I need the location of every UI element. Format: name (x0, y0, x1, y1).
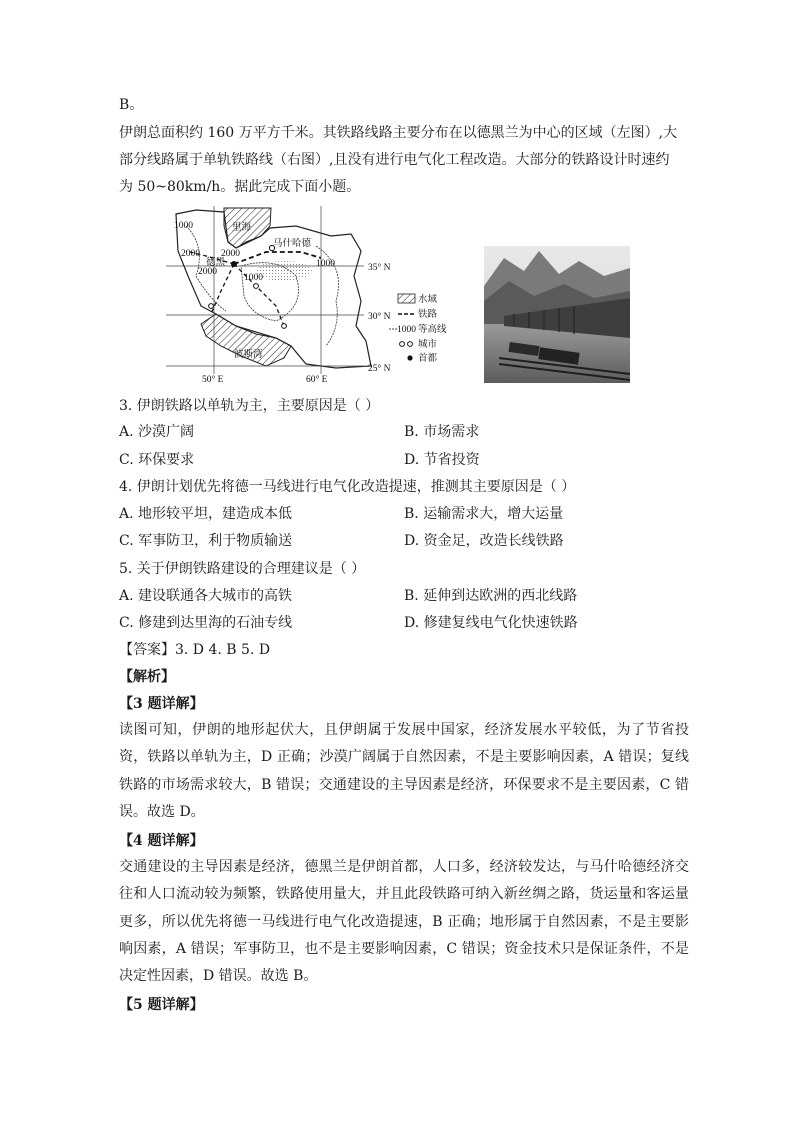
intro-line-1: 伊朗总面积约 160 万平方千米。其铁路线路主要分布在以德黑兰为中心的区域（左图）,大 (119, 125, 678, 141)
q3-option-b: B. 市场需求 (404, 424, 480, 440)
q4-option-a: A. 地形较平坦，建造成本低 (119, 506, 293, 522)
label-contour: 2000 (198, 267, 217, 277)
detail-5-heading: 【5 题详解】 (119, 997, 204, 1013)
label-lon60: 60° E (306, 375, 328, 385)
legend-contour-value: 1000 (397, 325, 416, 335)
legend-city: 城市 (418, 340, 438, 350)
legend-rail: 铁路 (418, 310, 438, 320)
tehran-marker (231, 261, 237, 267)
q3-option-a: A. 沙漠广阔 (119, 424, 195, 440)
label-contour: 2000 (221, 249, 240, 259)
label-lat30: 30° N (368, 312, 391, 322)
label-lat35: 35° N (368, 263, 391, 273)
label-lon50: 50° E (202, 375, 224, 385)
iran-railway-map (166, 206, 447, 385)
q4-option-b: B. 运输需求大，增大运量 (404, 506, 564, 522)
answer-line: 【答案】3. D 4. B 5. D (119, 642, 271, 658)
legend-capital: 首都 (418, 354, 438, 364)
q4-option-d: D. 资金足，改造长线铁路 (404, 533, 564, 549)
single-track-railway-photo (484, 246, 630, 383)
q3-option-d: D. 节省投资 (404, 452, 480, 468)
detail-3-heading: 【3 题详解】 (119, 696, 204, 712)
label-mashhad: 马什哈德 (273, 239, 312, 249)
desert-area (256, 261, 312, 281)
q5-option-c: C. 修建到达里海的石油专线 (119, 615, 293, 631)
q4-stem: 4. 伊朗计划优先将德一马线进行电气化改造提速，推测其主要原因是（ ） (119, 479, 576, 495)
q5-option-b: B. 延伸到达欧洲的西北线路 (404, 588, 578, 604)
legend-contour: 等高线 (418, 325, 447, 335)
detail-4-body: 交通建设的主导因素是经济，德黑兰是伊朗首都，人口多，经济较发达，与马什哈德经济交往和人口流动较为频繁，铁路使用量大，并且此段铁路可纳入新丝绸之路，货运量和客运量更多，所以优先将德一马线进行电气化改造提速，B 正确；地形属于自然因素，不是主要影响因素，A 错误；军事防卫，也不是主要影响因素，C 错误；资金技术只是保证条件，不是决定性因素，D 错误。故选 B。 (119, 859, 689, 985)
label-contour: 1000 (174, 221, 193, 231)
intro-line-3: 为 50~80km/h。据此完成下面小题。 (119, 179, 361, 195)
label-contour: 2000 (181, 249, 200, 259)
label-contour: 1000 (316, 259, 335, 269)
detail-4-heading: 【4 题详解】 (119, 833, 204, 849)
label-caspian: 里海 (232, 223, 252, 233)
legend-water: 水域 (418, 295, 438, 305)
q5-option-a: A. 建设联通各大城市的高铁 (119, 588, 293, 604)
city-marker (282, 324, 287, 329)
analysis-heading: 【解析】 (119, 669, 175, 685)
q3-option-c: C. 环保要求 (119, 452, 195, 468)
city-marker (254, 284, 259, 289)
detail-3-body: 读图可知，伊朗的地形起伏大，且伊朗属于发展中国家，经济发展水平较低，为了节省投资，铁路以单轨为主，D 正确；沙漠广阔属于自然因素，不是主要影响因素，A 错误；复线铁路的市场需求较大，B 错误；交通建设的主导因素是经济，环保要求不是主要因素，C 错误。故选 D。 (119, 722, 689, 820)
q5-stem: 5. 关于伊朗铁路建设的合理建议是（ ） (119, 561, 366, 577)
q3-stem: 3. 伊朗铁路以单轨为主，主要原因是（ ） (119, 398, 380, 414)
city-marker (209, 304, 214, 309)
label-tehran: 德黑 (206, 258, 226, 268)
label-persian-gulf: 波斯湾 (234, 350, 263, 360)
label-contour: 1000 (244, 273, 263, 283)
q5-option-d: D. 修建复线电气化快速铁路 (404, 615, 578, 631)
q4-option-c: C. 军事防卫，利于物质输送 (119, 533, 293, 549)
previous-answer: B。 (119, 97, 144, 113)
intro-line-2: 部分线路属于单轨铁路线（右图）,且没有进行电气化工程改造。大部分的铁路设计时速约 (119, 152, 670, 168)
label-lat25: 25° N (368, 364, 391, 374)
